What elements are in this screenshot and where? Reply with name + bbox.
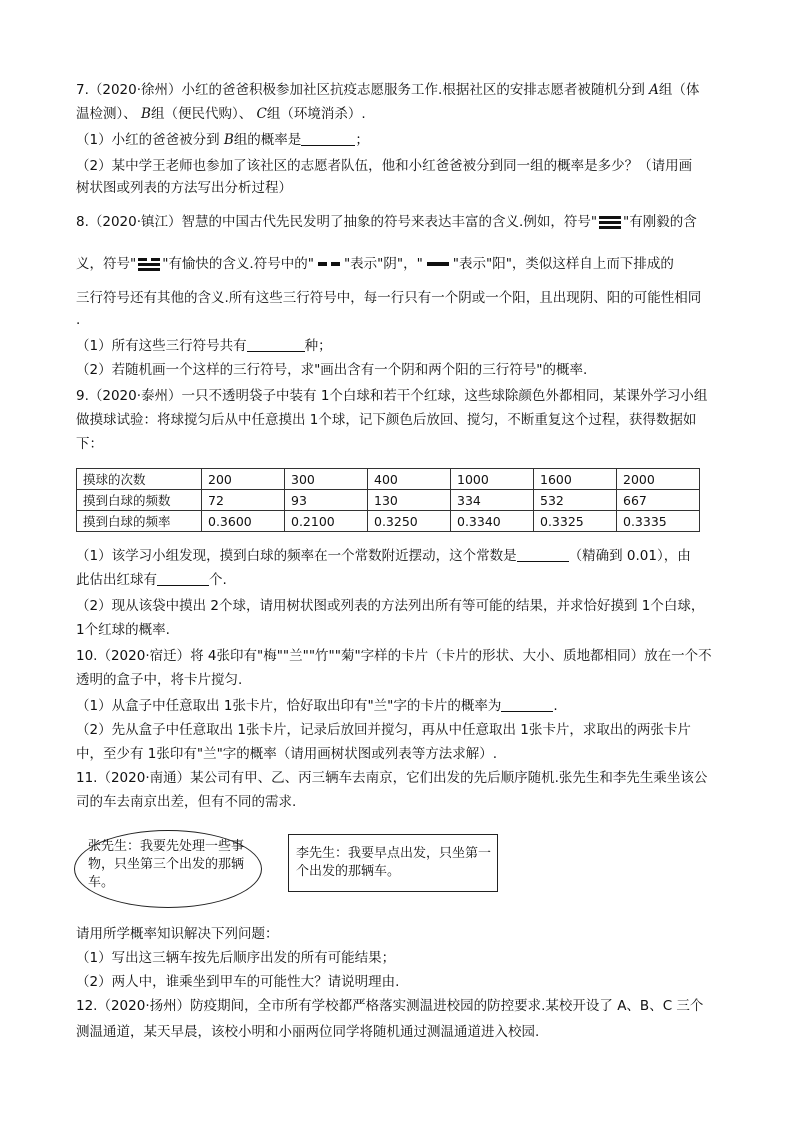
q10-part-2-cont: 中，至少有 1张印有"兰"字的概率（请用画树状图或列表等方法求解）. (76, 746, 498, 762)
table-cell: 0.3600 (202, 511, 285, 532)
table-row (77, 490, 700, 511)
zhang-speech-text: 张先生：我要先处理一些事物，只坐第三个出发的那辆车。 (88, 839, 245, 890)
table-row (77, 469, 700, 490)
row-label: 摸球的次数 (77, 469, 202, 490)
table-cell: 400 (368, 469, 451, 490)
table-cell: 300 (285, 469, 368, 490)
q8-line-1: 8.（2020·镇江）智慧的中国古代先民发明了抽象的符号来表达丰富的含义.例如，符号" "有刚毅的含 (76, 214, 697, 230)
q8-part-2: （2）若随机画一个这样的三行符号，求"画出含有一个阴和两个阳的三行符号"的概率. (76, 362, 588, 378)
row-label: 摸到白球的频数 (77, 490, 202, 511)
table-cell: 2000 (617, 469, 700, 490)
answer-blank[interactable] (157, 571, 209, 586)
q9-part-2-cont: 1个红球的概率. (76, 622, 170, 638)
table-cell: 0.3340 (451, 511, 534, 532)
table-cell: 532 (534, 490, 617, 511)
table-cell: 130 (368, 490, 451, 511)
answer-blank[interactable] (247, 337, 305, 352)
yang-line-icon (427, 262, 449, 266)
row-label: 摸到白球的频率 (77, 511, 202, 532)
dui-trigram-icon (138, 256, 160, 273)
q12-line-2: 测温通道，某天早晨，该校小明和小丽两位同学将随机通过测温通道进入校园. (76, 1024, 540, 1040)
answer-blank[interactable] (517, 547, 569, 562)
q9-part-2: （2）现从该袋中摸出 2个球，请用树状图或列表的方法列出所有等可能的结果，并求恰好摸到 1个白球， (76, 598, 705, 614)
q9-line-2: 做摸球试验：将球搅匀后从中任意摸出 1个球，记下颜色后放回、搅匀，不断重复这个过程，获得数据如 (76, 412, 697, 428)
table-cell: 667 (617, 490, 700, 511)
qian-trigram-icon (599, 214, 621, 231)
answer-blank[interactable] (301, 131, 355, 146)
table-cell: 0.3325 (534, 511, 617, 532)
q7-part-1: （1）小红的爸爸被分到 B组的概率是 ； (76, 132, 369, 148)
q10-part-1: （1）从盒子中任意取出 1张卡片，恰好取出印有"兰"字的卡片的概率为 . (76, 698, 558, 714)
table-cell: 0.3335 (617, 511, 700, 532)
q8-part-1: （1）所有这些三行符号共有 种； (76, 338, 332, 354)
table-row (77, 511, 700, 532)
q9-part-1-cont: 此估出红球有 个. (76, 572, 227, 588)
q7-line-2: 温检测）、 B组（便民代购）、 C组（环境消杀）. (76, 106, 366, 122)
q8-line-2: 义，符号" "有愉快的含义.符号中的" "表示"阴"，" "表示"阳"，类似这样自上而下排成的 (76, 256, 674, 272)
q11-line-3: 请用所学概率知识解决下列问题： (76, 926, 279, 942)
q11-part-2: （2）两人中，谁乘坐到甲车的可能性大？请说明理由. (76, 974, 400, 990)
li-speech-text: 李先生：我要早点出发，只坐第一个出发的那辆车。 (296, 846, 492, 879)
q11-line-1: 11.（2020·南通）某公司有甲、乙、丙三辆车去南京，它们出发的先后顺序随机.张先生和李先生乘坐该公 (76, 770, 708, 786)
q12-line-1: 12.（2020·扬州）防疫期间，全市所有学校都严格落实测温进校园的防控要求.某校开设了 A、B、C 三个 (76, 998, 704, 1014)
q7-part-2-cont: 树状图或列表的方法写出分析过程） (76, 180, 292, 196)
table-cell: 334 (451, 490, 534, 511)
q7-line-1: 7.（2020·徐州）小红的爸爸积极参加社区抗疫志愿服务工作.根据社区的安排志愿者被随机分到 A组（体 (76, 82, 700, 98)
q10-line-1: 10.（2020·宿迁）将 4张印有"梅""兰""竹""菊"字样的卡片（卡片的形状、大小、质地都相同）放在一个不 (76, 648, 712, 664)
q10-line-2: 透明的盒子中，将卡片搅匀. (76, 672, 243, 688)
table-cell: 1600 (534, 469, 617, 490)
q8-line-3: 三行符号还有其他的含义.所有这些三行符号中，每一行只有一个阴或一个阳，且出现阴、阳的可能性相同 (76, 290, 702, 306)
q10-part-2: （2）先从盒子中任意取出 1张卡片，记录后放回并搅匀，再从中任意取出 1张卡片，求取出的两张卡片 (76, 722, 691, 738)
table-cell: 1000 (451, 469, 534, 490)
table-cell: 200 (202, 469, 285, 490)
q7-part-2: （2）某中学王老师也参加了该社区的志愿者队伍，他和小红爸爸被分到同一组的概率是多少？（请用画 (76, 158, 693, 174)
table-cell: 72 (202, 490, 285, 511)
frequency-table (76, 468, 700, 532)
table-cell: 0.2100 (285, 511, 368, 532)
yin-line-icon (318, 262, 340, 266)
q9-line-1: 9.（2020·泰州）一只不透明袋子中装有 1个白球和若干个红球，这些球除颜色外都相同，某课外学习小组 (76, 388, 708, 404)
answer-blank[interactable] (501, 697, 553, 712)
q8-line-4: . (76, 312, 81, 328)
q9-line-3: 下： (76, 436, 103, 452)
q9-part-1: （1）该学习小组发现，摸到白球的频率在一个常数附近摆动，这个常数是 （精确到 0.01），由 (76, 548, 691, 564)
q11-part-1: （1）写出这三辆车按先后顺序出发的所有可能结果； (76, 950, 396, 966)
table-cell: 0.3250 (368, 511, 451, 532)
q11-line-2: 司的车去南京出差，但有不同的需求. (76, 794, 297, 810)
table-cell: 93 (285, 490, 368, 511)
